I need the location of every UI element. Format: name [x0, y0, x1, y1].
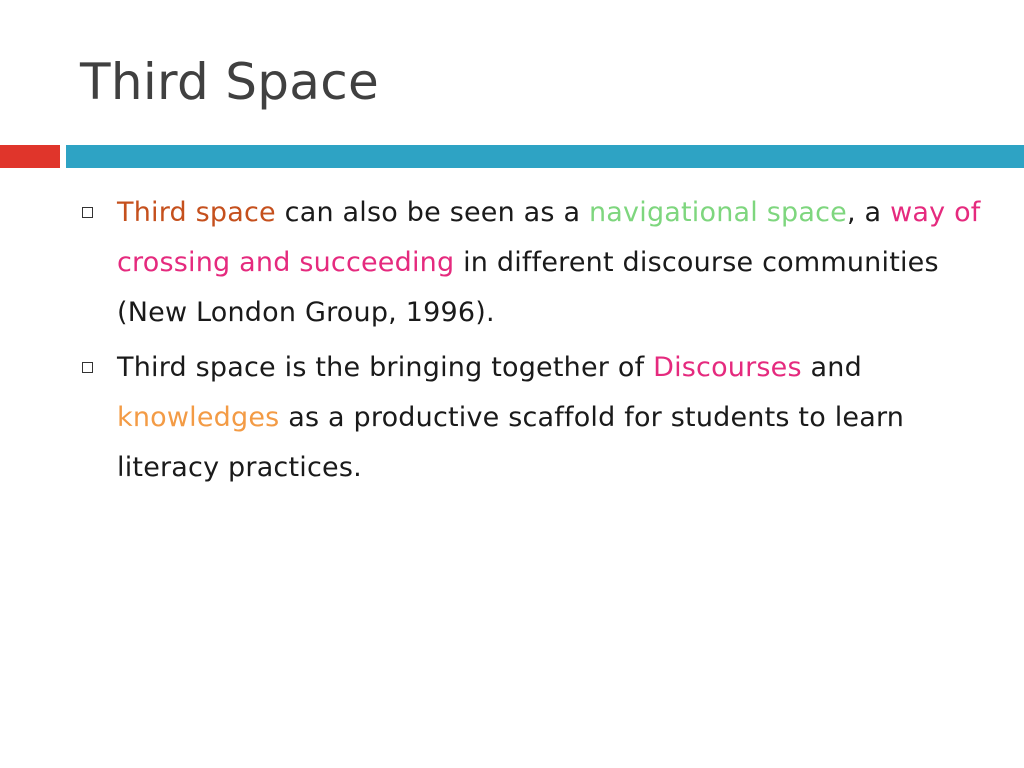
highlighted-text: navigational space	[589, 197, 847, 228]
highlighted-text: Discourses	[653, 352, 802, 383]
hollow-square-bullet-icon	[82, 362, 93, 373]
body-text: Third space is the bringing together of	[117, 352, 654, 383]
highlighted-text: way of crossing and succeeding	[117, 197, 981, 278]
highlighted-text: Third space	[117, 197, 276, 228]
body-text: and	[801, 352, 862, 383]
body-text: as a productive scaffold for students to learn literacy practices.	[117, 402, 905, 483]
accent-bar-red	[0, 145, 60, 168]
bullet-list	[80, 188, 995, 498]
hollow-square-bullet-icon	[82, 207, 93, 218]
accent-bar-blue	[66, 145, 1024, 168]
body-text: can also be seen as a	[275, 197, 589, 228]
bullet-item	[80, 188, 995, 338]
slide-title: Third Space	[80, 53, 380, 111]
bullet-item	[80, 343, 995, 493]
body-text: , a	[846, 197, 891, 228]
highlighted-text: knowledges	[117, 402, 280, 433]
body-text: in different discourse communities (New London Group, 1996).	[117, 247, 939, 328]
